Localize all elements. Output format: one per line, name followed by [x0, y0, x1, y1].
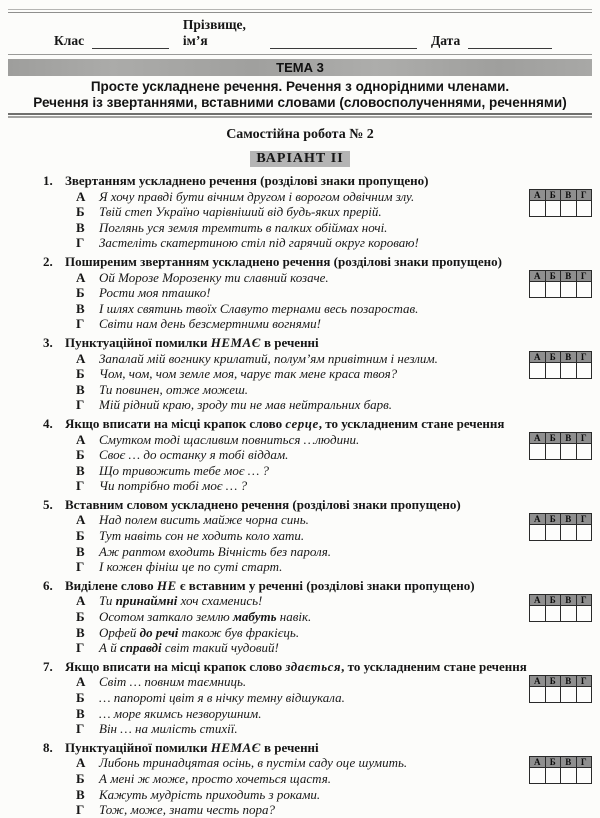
work-title: Самостійна робота № 2: [226, 127, 374, 142]
grid-letter-v: В: [561, 351, 577, 362]
question-number: 6.: [43, 577, 53, 593]
option-letter: В: [76, 786, 85, 802]
option-text: [99, 690, 345, 706]
option-text: [99, 640, 279, 656]
stem-text: Поширеним звертанням ускладнено речення (розділові знаки пропущено): [65, 253, 502, 269]
answer-cell-a[interactable]: [530, 605, 546, 621]
grid-letter-a: А: [530, 351, 546, 362]
answer-option-a: [76, 432, 592, 448]
answer-grid: [529, 756, 592, 784]
stem-emphasis: НЕМАЄ: [210, 334, 261, 350]
answer-cell-a[interactable]: [530, 443, 546, 459]
option-text: [99, 301, 418, 317]
question-stem: [65, 173, 428, 189]
option-text: [99, 787, 320, 803]
question-head: [43, 740, 592, 756]
answer-cell-b[interactable]: [545, 524, 561, 540]
option-letter: Б: [76, 204, 85, 220]
grid-letter-v: В: [561, 432, 577, 443]
option-text-post: хоч схаменись!: [177, 593, 263, 609]
answer-grid: [529, 675, 592, 703]
option-text-pre: Ти повинен, отже можеш.: [99, 381, 249, 397]
name-field-blank[interactable]: [270, 35, 417, 49]
theme-banner: ТЕМА 3: [8, 59, 592, 76]
option-text: [99, 528, 304, 544]
stem-text-after: , то ускладненим стане речення: [318, 415, 505, 431]
question-stem: [65, 578, 475, 594]
question: [8, 740, 592, 818]
grid-letter-b: Б: [545, 270, 561, 281]
answer-option-g: [76, 640, 592, 656]
answer-option-a: [76, 189, 592, 205]
answer-option-b: [76, 285, 592, 301]
grid-letter-v: В: [561, 675, 577, 686]
answer-cell-v[interactable]: [561, 605, 577, 621]
question-number: 2.: [43, 253, 53, 269]
answer-option-g: [76, 559, 592, 575]
grid-letter-a: А: [530, 594, 546, 605]
grid-letter-g: Г: [576, 190, 592, 201]
grid-letter-g: Г: [576, 675, 592, 686]
answer-cell-g[interactable]: [576, 281, 592, 297]
option-letter: Г: [76, 802, 85, 818]
option-text: [99, 755, 407, 771]
option-text-pre: Тут навіть сон не ходить коло хати.: [99, 528, 305, 544]
option-text-pre: І кожен фініш це по суті старт.: [99, 559, 283, 575]
option-letter: Б: [76, 447, 85, 463]
grid-letter-v: В: [561, 513, 577, 524]
stem-text: Пунктуаційної помилки: [65, 739, 211, 755]
option-letter: А: [76, 512, 86, 528]
question: [8, 659, 592, 737]
option-text: [99, 544, 331, 560]
options-list: [43, 432, 592, 494]
grid-letter-b: Б: [545, 594, 561, 605]
option-text-post: навік.: [276, 609, 312, 625]
option-text-pre: Я хочу правді бути вічним другом і ворогом одвічним злу.: [99, 188, 415, 204]
answer-cell-g[interactable]: [576, 443, 592, 459]
answer-cell-b[interactable]: [545, 767, 561, 783]
grid-letter-g: Г: [576, 270, 592, 281]
option-text-pre: Твій степ Україно чарівніший від будь-яких прерій.: [99, 204, 382, 220]
option-text: [99, 609, 311, 625]
grid-letter-a: А: [530, 675, 546, 686]
option-text: [99, 447, 288, 463]
option-text: [99, 316, 321, 332]
answer-grid-cells: [530, 767, 592, 783]
option-text-pre: Осотом заткало землю: [99, 609, 233, 625]
option-text-post: світ такий чудовий!: [161, 640, 279, 656]
answer-cell-b[interactable]: [545, 605, 561, 621]
option-emphasis: справді: [119, 640, 162, 656]
option-text: [99, 559, 282, 575]
question: [8, 416, 592, 494]
name-label: Прізвище, ім’я: [182, 17, 246, 48]
option-text-pre: Над полем висить майже чорна синь.: [99, 512, 309, 528]
question: [8, 254, 592, 332]
option-text-pre: Застеліть скатертиною стіл під гарячий округ короваю!: [99, 235, 419, 251]
answer-option-g: [76, 316, 592, 332]
stem-text-after: в реченні: [260, 739, 319, 755]
grid-letter-a: А: [530, 513, 546, 524]
answer-cell-v[interactable]: [561, 362, 577, 378]
answer-grid-cells: [530, 362, 592, 378]
answer-cell-g[interactable]: [576, 362, 592, 378]
option-letter: В: [76, 705, 85, 721]
options-list: [43, 351, 592, 413]
answer-cell-b[interactable]: [545, 201, 561, 217]
option-text: [99, 802, 275, 818]
option-text-pre: Ти: [99, 593, 116, 609]
option-letter: В: [76, 624, 85, 640]
option-letter: Г: [76, 316, 85, 332]
option-letter: А: [76, 593, 86, 609]
question-stem: [65, 740, 319, 756]
option-letter: А: [76, 350, 86, 366]
answer-cell-b[interactable]: [545, 443, 561, 459]
option-letter: Г: [76, 478, 85, 494]
question-number: 8.: [43, 739, 53, 755]
grid-letter-v: В: [561, 190, 577, 201]
option-letter: Б: [76, 609, 85, 625]
class-field-blank[interactable]: [92, 35, 169, 49]
answer-grid-cells: [530, 605, 592, 621]
option-emphasis: принаймні: [115, 593, 178, 609]
stem-text-after: в реченні: [260, 334, 319, 350]
answer-option-v: [76, 625, 592, 641]
grid-letter-b: Б: [545, 756, 561, 767]
option-text-pre: Либонь тринадцятая осінь, в пустім саду оце шумить.: [99, 755, 408, 771]
grid-letter-g: Г: [576, 594, 592, 605]
stem-text: Якщо вписати на місці крапок слово: [65, 415, 286, 431]
option-text-pre: Він … на милість стихії.: [99, 721, 238, 737]
question: [8, 578, 592, 656]
stem-text: Звертанням ускладнено речення (розділові знаки пропущено): [65, 173, 429, 188]
grid-letter-g: Г: [576, 351, 592, 362]
option-letter: Б: [76, 770, 85, 786]
question-head: [43, 416, 592, 432]
option-text: [99, 674, 246, 690]
answer-grid-header: [530, 190, 592, 201]
option-text: [99, 432, 359, 448]
header-divider: [8, 54, 592, 55]
option-text: [99, 220, 387, 236]
answer-cell-g[interactable]: [576, 605, 592, 621]
question-stem: [65, 497, 461, 513]
stem-text: Вставним словом ускладнено речення (розділові знаки пропущено): [65, 496, 461, 512]
question-number: 5.: [43, 496, 53, 512]
option-letter: Б: [76, 366, 85, 382]
option-text: [99, 351, 438, 367]
options-list: [43, 270, 592, 332]
option-text: [99, 625, 299, 641]
answer-option-b: [76, 528, 592, 544]
option-text: [99, 189, 414, 205]
answer-grid-cells: [530, 524, 592, 540]
question-head: [43, 497, 592, 513]
option-text-post: також був фракієць.: [178, 624, 300, 640]
option-letter: В: [76, 300, 85, 316]
option-text: [99, 463, 269, 479]
answer-cell-g[interactable]: [576, 201, 592, 217]
stem-text: Пунктуаційної помилки: [65, 334, 211, 350]
option-text-pre: А мені ж може, просто хочеться щастя.: [99, 770, 332, 786]
option-text-pre: … море якимсь незворушним.: [99, 705, 262, 721]
answer-option-v: [76, 301, 592, 317]
question-number: 4.: [43, 415, 53, 431]
stem-emphasis: НЕМАЄ: [210, 739, 261, 755]
answer-grid: [529, 189, 592, 217]
question-head: [43, 659, 592, 675]
option-letter: Б: [76, 285, 85, 301]
answer-option-a: [76, 674, 592, 690]
answer-option-g: [76, 397, 592, 413]
option-letter: А: [76, 674, 86, 690]
option-text: [99, 721, 238, 737]
questions-list: [8, 173, 592, 818]
question-stem: [65, 335, 319, 351]
theme-subtitle-line1: Просте ускладнене речення. Речення з однорідними членами.: [90, 79, 510, 94]
answer-grid: [529, 594, 592, 622]
option-text-pre: Чом, чом, чом земле моя, чарує так мене краса твоя?: [99, 366, 398, 382]
answer-grid-header: [530, 432, 592, 443]
question-stem: [65, 416, 504, 432]
option-letter: Г: [76, 640, 85, 656]
question-number: 3.: [43, 334, 53, 350]
options-list: [43, 189, 592, 251]
option-text: [99, 204, 382, 220]
answer-cell-g[interactable]: [576, 524, 592, 540]
option-text-pre: І шлях святинь твоїх Славуто тернами весь позаростав.: [99, 300, 419, 316]
answer-grid-header: [530, 594, 592, 605]
option-text-pre: Орфей: [99, 624, 140, 640]
grid-letter-v: В: [561, 594, 577, 605]
answer-cell-a[interactable]: [530, 362, 546, 378]
date-label: Дата: [430, 33, 461, 48]
option-letter: В: [76, 543, 85, 559]
answer-option-a: [76, 512, 592, 528]
grid-letter-g: Г: [576, 513, 592, 524]
question-number: 1.: [43, 173, 53, 188]
answer-cell-v[interactable]: [561, 281, 577, 297]
stem-text: Якщо вписати на місці крапок слово: [65, 658, 286, 674]
option-letter: Б: [76, 690, 85, 705]
answer-grid-cells: [530, 686, 592, 702]
theme-subtitle-line2: Речення із звертаннями, вставними словами (словосполученнями, реченнями): [33, 95, 567, 110]
option-letter: В: [76, 462, 85, 478]
option-letter: В: [76, 219, 85, 235]
stem-text: Виділене слово: [65, 577, 157, 593]
option-text: [99, 235, 419, 251]
answer-grid: [529, 351, 592, 379]
variant-badge: ВАРІАНТ II: [250, 151, 349, 167]
answer-cell-v[interactable]: [561, 686, 577, 702]
answer-grid-header: [530, 675, 592, 686]
grid-letter-b: Б: [545, 190, 561, 201]
grid-letter-a: А: [530, 190, 546, 201]
grid-letter-g: Г: [576, 432, 592, 443]
answer-option-b: [76, 690, 592, 706]
option-text-pre: Тож, може, знати честь пора?: [99, 802, 275, 818]
option-letter: Б: [76, 528, 85, 544]
grid-letter-a: А: [530, 756, 546, 767]
theme-bottom-rule: [8, 113, 592, 118]
stem-emphasis: НЕ: [156, 577, 177, 593]
answer-cell-a[interactable]: [530, 524, 546, 540]
answer-cell-b[interactable]: [545, 362, 561, 378]
grid-letter-a: А: [530, 432, 546, 443]
option-text-pre: … папороті цвіт я в нічку темну відшукала.: [99, 690, 345, 705]
date-field-blank[interactable]: [468, 35, 552, 49]
answer-option-v: [76, 544, 592, 560]
option-text-pre: Рости моя пташко!: [99, 285, 211, 301]
option-text: [99, 706, 261, 722]
answer-grid: [529, 513, 592, 541]
variant-row: [8, 149, 592, 167]
option-letter: А: [76, 755, 86, 771]
answer-option-a: [76, 755, 592, 771]
answer-option-g: [76, 721, 592, 737]
grid-letter-b: Б: [545, 351, 561, 362]
answer-grid-header: [530, 513, 592, 524]
option-text: [99, 285, 211, 301]
grid-letter-g: Г: [576, 756, 592, 767]
answer-grid: [529, 432, 592, 460]
answer-option-a: [76, 351, 592, 367]
option-text-pre: Смутком тоді щасливим повниться …людини.: [99, 431, 360, 447]
grid-letter-v: В: [561, 756, 577, 767]
question: [8, 335, 592, 413]
question-head: [43, 335, 592, 351]
option-text-pre: Світ … повним таємниць.: [99, 674, 247, 690]
answer-option-b: [76, 771, 592, 787]
answer-option-g: [76, 478, 592, 494]
option-text-pre: Своє … до останку я тобі віддам.: [99, 447, 289, 463]
question: [8, 173, 592, 251]
options-list: [43, 755, 592, 817]
option-text-pre: Аж раптом входить Вічність без пароля.: [99, 543, 332, 559]
answer-cell-a[interactable]: [530, 686, 546, 702]
option-text-pre: Запалай мій вогнику крилатий, полум’ям привітним і незлим.: [99, 350, 438, 366]
answer-cell-b[interactable]: [545, 281, 561, 297]
option-text: [99, 270, 329, 286]
option-letter: А: [76, 431, 86, 447]
answer-option-v: [76, 787, 592, 803]
question: [8, 497, 592, 575]
answer-cell-a[interactable]: [530, 767, 546, 783]
option-letter: А: [76, 269, 86, 285]
answer-cell-g[interactable]: [576, 686, 592, 702]
answer-cell-v[interactable]: [561, 443, 577, 459]
option-text: [99, 382, 248, 398]
stem-text-after: є вставним у реченні (розділові знаки пропущено): [176, 577, 475, 593]
answer-grid-header: [530, 270, 592, 281]
answer-grid-cells: [530, 201, 592, 217]
question-number: 7.: [43, 658, 53, 674]
student-info-row: [8, 13, 592, 54]
option-text: [99, 512, 309, 528]
option-letter: Г: [76, 559, 85, 575]
stem-text-after: , то ускладненим стане речення: [341, 658, 527, 674]
answer-option-b: [76, 447, 592, 463]
answer-option-a: [76, 270, 592, 286]
answer-cell-b[interactable]: [545, 686, 561, 702]
grid-letter-a: А: [530, 270, 546, 281]
options-list: [43, 674, 592, 736]
option-text-pre: Що тривожить тебе моє … ?: [99, 462, 270, 478]
answer-grid-header: [530, 756, 592, 767]
options-list: [43, 512, 592, 574]
question-head: [43, 578, 592, 594]
answer-option-b: [76, 366, 592, 382]
question-stem: [65, 254, 502, 270]
option-text-pre: Поглянь уся земля тремтить в палких обіймах ночі.: [99, 219, 388, 235]
option-letter: В: [76, 381, 85, 397]
option-text-pre: Мій рідний краю, зроду ти не мав нейтральних барв.: [99, 397, 393, 413]
answer-cell-a[interactable]: [530, 281, 546, 297]
answer-cell-v[interactable]: [561, 524, 577, 540]
option-emphasis: мабуть: [232, 609, 277, 625]
answer-cell-g[interactable]: [576, 767, 592, 783]
option-letter: А: [76, 188, 86, 204]
answer-cell-v[interactable]: [561, 767, 577, 783]
answer-option-v: [76, 220, 592, 236]
answer-grid-cells: [530, 443, 592, 459]
option-text-pre: Ой Морозе Морозенку ти славний козаче.: [99, 269, 329, 285]
answer-option-v: [76, 706, 592, 722]
answer-option-g: [76, 235, 592, 251]
answer-grid: [529, 270, 592, 298]
grid-letter-b: Б: [545, 432, 561, 443]
answer-option-v: [76, 463, 592, 479]
class-label: Клас: [54, 33, 85, 48]
answer-option-a: [76, 593, 592, 609]
answer-option-g: [76, 802, 592, 818]
option-text-pre: Світи нам день безсмертними вогнями!: [99, 316, 321, 332]
option-text-pre: А й: [99, 640, 120, 656]
answer-option-v: [76, 382, 592, 398]
option-text: [99, 771, 331, 787]
option-letter: Г: [76, 721, 85, 737]
grid-letter-b: Б: [545, 675, 561, 686]
option-letter: Г: [76, 397, 85, 413]
answer-grid-header: [530, 351, 592, 362]
answer-option-b: [76, 609, 592, 625]
stem-emphasis: серце: [285, 415, 319, 431]
answer-option-b: [76, 204, 592, 220]
option-text-pre: Кажуть мудрість приходить з роками.: [99, 786, 321, 802]
stem-emphasis: здається: [285, 658, 342, 674]
answer-cell-a[interactable]: [530, 201, 546, 217]
options-list: [43, 593, 592, 655]
answer-cell-v[interactable]: [561, 201, 577, 217]
option-text-pre: Чи потрібно тобі моє … ?: [99, 478, 248, 494]
option-letter: Г: [76, 235, 85, 251]
option-emphasis: до речі: [139, 624, 179, 640]
option-text: [99, 478, 247, 494]
grid-letter-v: В: [561, 270, 577, 281]
grid-letter-b: Б: [545, 513, 561, 524]
question-head: [43, 173, 592, 189]
option-text: [99, 366, 397, 382]
answer-grid-cells: [530, 281, 592, 297]
option-text: [99, 593, 262, 609]
option-text: [99, 397, 392, 413]
question-stem: [65, 659, 527, 675]
question-head: [43, 254, 592, 270]
